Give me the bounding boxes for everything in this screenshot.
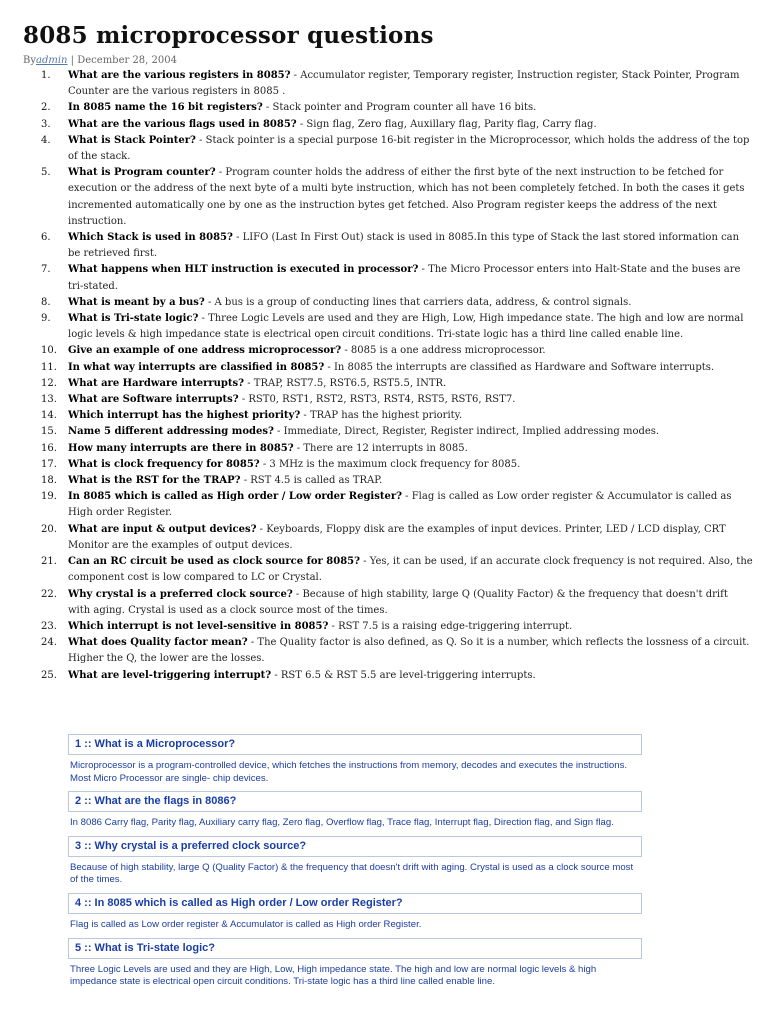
qa-box-title[interactable]: 2 :: What are the flags in 8086?	[68, 791, 642, 812]
list-item	[23, 473, 753, 489]
answer-text: - The Micro Processor enters into Halt-State and the buses are tri-stated.	[68, 264, 741, 292]
list-item	[23, 668, 753, 684]
item-number: 23.	[41, 620, 57, 632]
answer-text: - Keyboards, Floppy disk are the examples of input devices. Printer, LED / LCD display, CRT Monitor are the examples of output devices.	[68, 523, 726, 551]
question-text: Which interrupt is not level-sensitive in 8085?	[68, 620, 329, 632]
item-number: 22.	[41, 588, 57, 600]
item-number: 15.	[41, 426, 57, 438]
question-text: Can an RC circuit be used as clock source for 8085?	[68, 556, 360, 568]
answer-text: - TRAP has the highest priority.	[300, 410, 463, 422]
list-item	[23, 522, 753, 554]
question-text: What are the various flags used in 8085?	[68, 118, 297, 130]
question-text: What are level-triggering interrupt?	[68, 669, 272, 681]
list-item	[23, 117, 753, 133]
answer-text: - RST 7.5 is a raising edge-triggering interrupt.	[328, 620, 573, 632]
question-text: In 8085 name the 16 bit registers?	[68, 102, 263, 114]
answer-text: - 8085 is a one address microprocessor.	[341, 345, 546, 357]
item-number: 12.	[41, 377, 57, 389]
qa-box-title[interactable]: 4 :: In 8085 which is called as High order / Low order Register?	[68, 893, 642, 914]
question-text: Which interrupt has the highest priority?	[68, 410, 301, 422]
answer-text: - Three Logic Levels are used and they are High, Low, High impedance state. The high and low are normal logic levels & high impedance state is electrical open circuit conditions. Tri-state logic has a third line called enable line.	[68, 313, 744, 341]
qa-boxes	[68, 734, 642, 995]
item-number: 1.	[41, 70, 51, 81]
question-text: What is the RST for the TRAP?	[68, 475, 241, 487]
answer-text: - Because of high stability, large Q (Quality Factor) & the frequency that doesn't drift with aging. Crystal is used as a clock source most of the times.	[68, 588, 728, 616]
answer-text: - LIFO (Last In First Out) stack is used in 8085.In this type of Stack the last stored information can be retrieved first.	[68, 232, 740, 260]
answer-text: - Flag is called as Low order register & Accumulator is called as High order Register.	[68, 491, 732, 519]
item-number: 3.	[41, 118, 51, 130]
qa-box-body: Microprocessor is a program-controlled device, which fetches the instructions from memory, decodes and executes the instructions. Most Micro Processor are single- chip devices.	[70, 760, 628, 784]
answer-text: - 3 MHz is the maximum clock frequency for 8085.	[259, 458, 521, 470]
list-item	[23, 489, 753, 521]
answer-text: - Stack pointer and Program counter all have 16 bits.	[262, 102, 537, 114]
list-item	[23, 441, 753, 457]
qa-box-body: In 8086 Carry flag, Parity flag, Auxiliary carry flag, Zero flag, Overflow flag, Trace flag, Interrupt flag, Direction flag, and Sign flag.	[70, 817, 614, 829]
qa-box-title[interactable]: 5 :: What is Tri-state logic?	[68, 938, 642, 959]
item-number: 25.	[41, 669, 57, 681]
list-item	[23, 457, 753, 473]
item-number: 5.	[41, 167, 51, 179]
question-text: What is Tri-state logic?	[68, 313, 199, 325]
list-item	[23, 619, 753, 635]
item-number: 11.	[41, 361, 57, 373]
qa-box-body: Because of high stability, large Q (Quality Factor) & the frequency that doesn't drift with aging. Crystal is used as a clock source most of the times.	[70, 861, 634, 886]
answer-text: - Immediate, Direct, Register, Register indirect, Implied addressing modes.	[273, 426, 660, 438]
item-number: 8.	[41, 296, 51, 308]
item-number: 16.	[41, 442, 57, 454]
item-number: 24.	[41, 637, 57, 649]
qa-box-body: Three Logic Levels are used and they are High, Low, High impedance state. The high and low are normal logic levels & high impedance state is electrical open circuit conditions. Tri-state logic has a third line called enable line.	[70, 963, 597, 988]
list-item	[23, 68, 753, 100]
question-text: What happens when HLT instruction is executed in processor?	[68, 264, 419, 276]
question-text: In 8085 which is called as High order / Low order Register?	[68, 491, 402, 503]
question-text: Why crystal is a preferred clock source?	[68, 588, 293, 600]
answer-text: - RST 4.5 is called as TRAP.	[240, 475, 383, 487]
item-number: 2.	[41, 102, 51, 114]
item-number: 20.	[41, 523, 57, 535]
answer-text: - Stack pointer is a special purpose 16-bit register in the Microprocessor, which holds the address of the top of the stack.	[68, 134, 750, 163]
question-text: Give an example of one address microprocessor?	[68, 345, 342, 357]
answer-text: - Accumulator register, Temporary register, Instruction register, Stack Pointer, Program Counter are the various registers in 8085 .	[68, 70, 740, 98]
qa-box-title[interactable]: 3 :: Why crystal is a preferred clock source?	[68, 836, 642, 857]
question-text: In what way interrupts are classified in 8085?	[68, 361, 325, 373]
item-number: 19.	[41, 491, 57, 503]
item-number: 7.	[41, 264, 51, 276]
answer-text: - Sign flag, Zero flag, Auxillary flag, Parity flag, Carry flag.	[296, 118, 597, 130]
answer-text: - The Quality factor is also defined, as Q. So it is a number, which reflects the lossness of a circuit. Higher the Q, the lower are the losses.	[68, 637, 750, 665]
item-number: 17.	[41, 458, 57, 470]
answer-text: - RST 6.5 & RST 5.5 are level-triggering interrupts.	[271, 669, 536, 681]
list-item	[23, 635, 753, 667]
qa-box-title[interactable]: 1 :: What is a Microprocessor?	[68, 734, 642, 755]
answer-text: - In 8085 the interrupts are classified as Hardware and Software interrupts.	[324, 361, 715, 373]
item-number: 6.	[41, 232, 51, 244]
list-item	[23, 133, 753, 165]
list-item	[23, 311, 753, 343]
answer-text: - RST0, RST1, RST2, RST3, RST4, RST5, RST6, RST7.	[238, 394, 516, 406]
question-text: Name 5 different addressing modes?	[68, 426, 274, 438]
list-item	[23, 262, 753, 294]
answer-text: - Yes, it can be used, if an accurate clock frequency is not required. Also, the component cost is low compared to LC or Crystal.	[68, 556, 753, 584]
question-text: What are Hardware interrupts?	[68, 377, 245, 389]
list-item	[23, 554, 753, 586]
list-item	[23, 230, 753, 262]
answer-text: - A bus is a group of conducting lines that carriers data, address, & control signals.	[204, 296, 632, 308]
page-title: 8085 microprocessor questions	[23, 22, 434, 49]
question-text: What are Software interrupts?	[68, 394, 239, 406]
question-text: What does Quality factor mean?	[68, 637, 248, 649]
answer-text: - TRAP, RST7.5, RST6.5, RST5.5, INTR.	[244, 377, 447, 389]
question-text: What are input & output devices?	[68, 523, 257, 535]
question-text: How many interrupts are there in 8085?	[68, 442, 294, 454]
list-item	[23, 408, 753, 424]
question-text: What is meant by a bus?	[68, 296, 205, 308]
byline	[23, 55, 177, 66]
item-number: 9.	[41, 313, 51, 325]
answer-text: - There are 12 interrupts in 8085.	[293, 442, 468, 454]
question-text: What are the various registers in 8085?	[68, 70, 291, 81]
item-number: 18.	[41, 475, 57, 487]
list-item	[23, 343, 753, 359]
item-number: 14.	[41, 410, 57, 422]
item-number: 4.	[41, 134, 51, 146]
question-text: Which Stack is used in 8085?	[68, 232, 233, 244]
list-item	[23, 295, 753, 311]
byline-separator: |	[70, 55, 75, 66]
list-item	[23, 100, 753, 116]
list-item	[23, 376, 753, 392]
item-number: 13.	[41, 394, 57, 406]
byline-date: December 28, 2004	[77, 55, 177, 66]
item-number: 10.	[41, 345, 57, 357]
list-item	[23, 587, 753, 619]
item-number: 21.	[41, 556, 57, 568]
list-item	[23, 424, 753, 440]
list-item	[23, 360, 753, 376]
qa-box-body: Flag is called as Low order register & Accumulator is called as High order Register.	[70, 918, 422, 930]
question-list	[23, 68, 753, 684]
question-text: What is Program counter?	[68, 167, 216, 179]
list-item	[23, 165, 753, 230]
question-text: What is clock frequency for 8085?	[68, 458, 260, 470]
author-link[interactable]: admin	[36, 55, 68, 66]
list-item	[23, 392, 753, 408]
question-text: What is Stack Pointer?	[68, 134, 196, 146]
answer-text: - Program counter holds the address of either the first byte of the next instruction to be fetched for execution or the address of the next byte of a multi byte instruction, which has not been completely fetched. In both the cases it gets incremented automatically one by one as the instruction bytes get fetched. Also Program register keeps the address of the next instruction.	[68, 167, 745, 227]
byline-prefix: By	[23, 55, 36, 66]
